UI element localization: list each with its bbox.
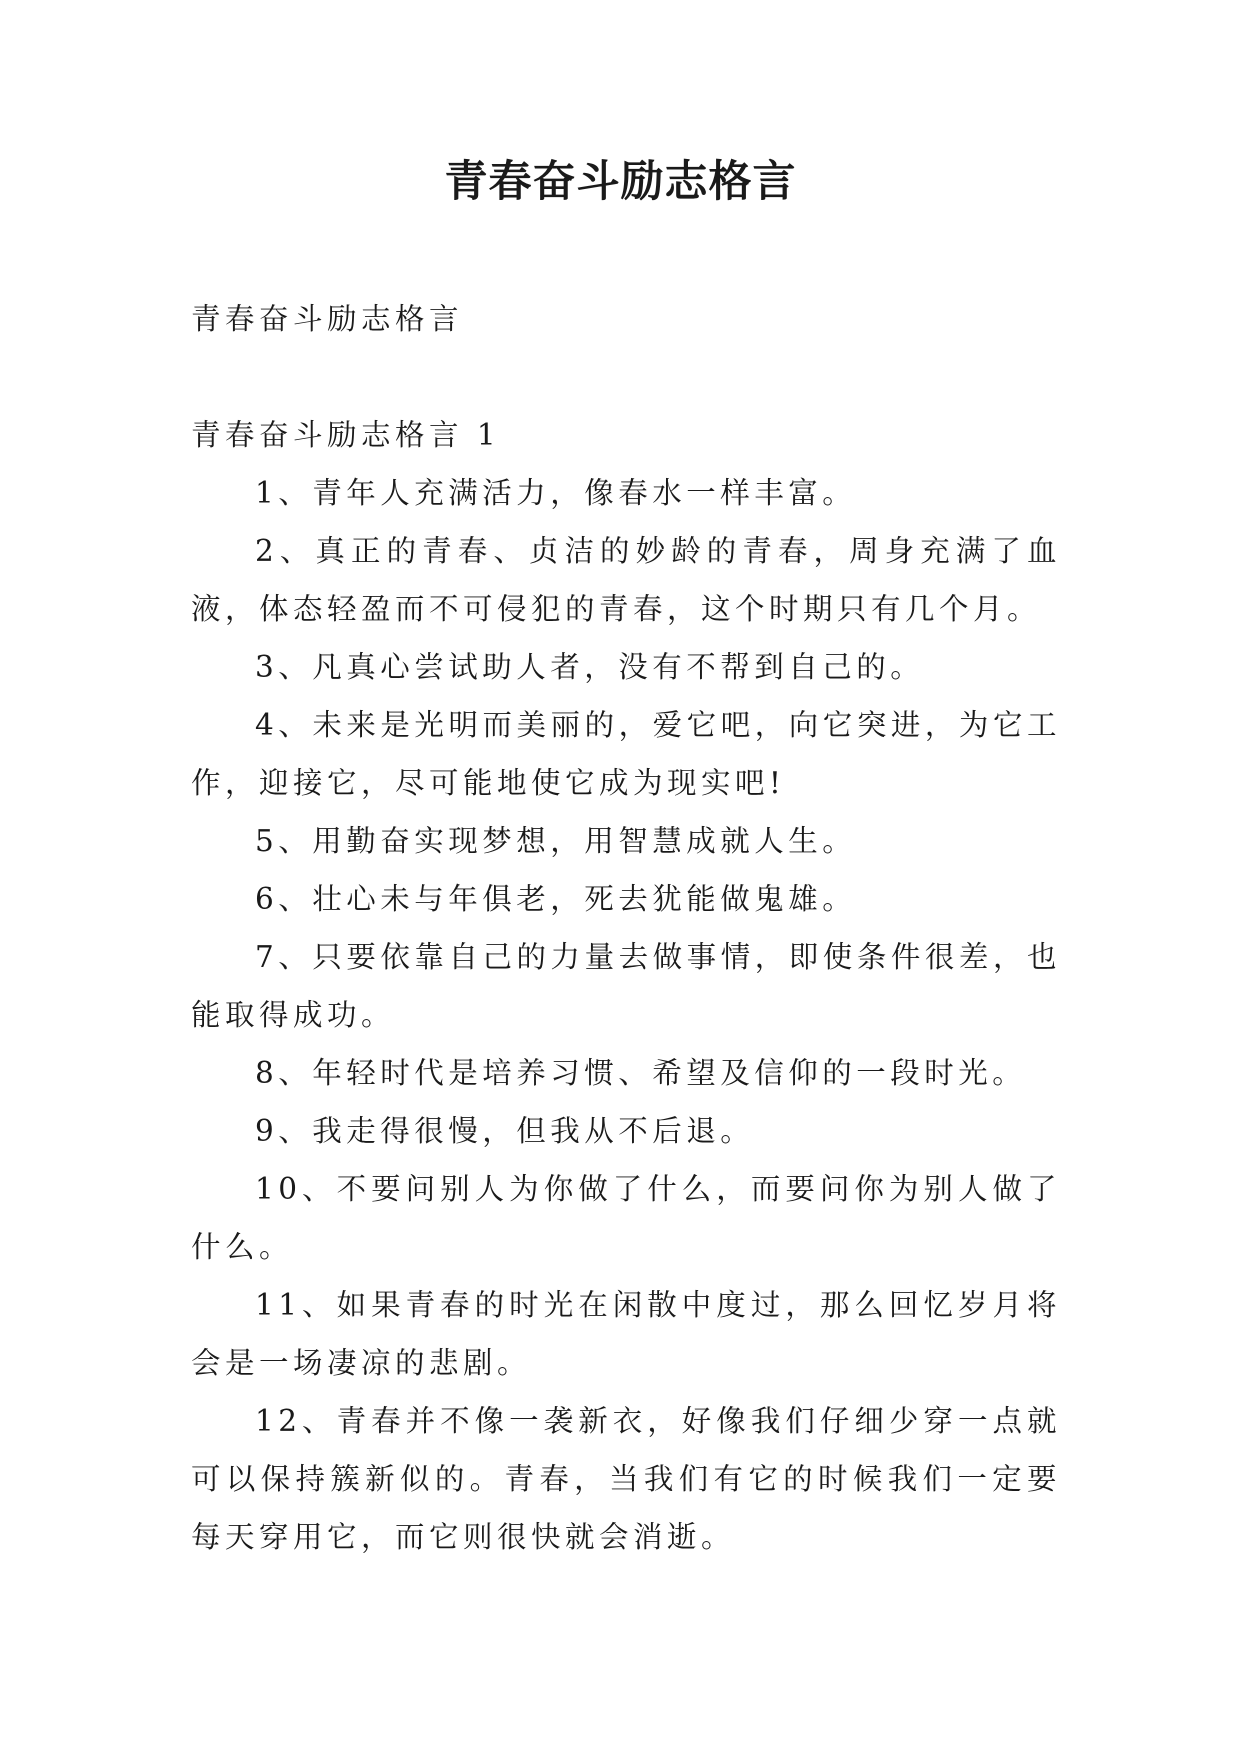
- quote-item-12: 12、青春并不像一袭新衣，好像我们仔细少穿一点就可以保持簇新似的。青春，当我们有它的时候我们一定要每天穿用它，而它则很快就会消逝。: [191, 1404, 1061, 1554]
- quote-item-4: 4、未来是光明而美丽的，爱它吧，向它突进，为它工作，迎接它，尽可能地使它成为现实吧!: [191, 708, 1061, 800]
- quote-item-8: 8、年轻时代是培养习惯、希望及信仰的一段时光。: [255, 1056, 1027, 1090]
- document-title: 青春奋斗励志格言: [444, 157, 797, 207]
- document-body: [191, 290, 1061, 1566]
- quote-item-5: 5、用勤奋实现梦想，用智慧成就人生。: [255, 824, 857, 858]
- document-subtitle: 青春奋斗励志格言: [191, 302, 464, 336]
- quote-item-9: 9、我走得很慢，但我从不后退。: [255, 1114, 755, 1148]
- quote-item-1: 1、青年人充满活力，像春水一样丰富。: [255, 476, 857, 510]
- quote-item-10: 10、不要问别人为你做了什么，而要问你为别人做了什么。: [191, 1172, 1061, 1264]
- section-heading: 青春奋斗励志格言 1: [191, 418, 501, 452]
- quote-item-6: 6、壮心未与年俱老，死去犹能做鬼雄。: [255, 882, 857, 916]
- quote-item-3: 3、凡真心尝试助人者，没有不帮到自己的。: [255, 650, 925, 684]
- quote-item-2: 2、真正的青春、贞洁的妙龄的青春，周身充满了血液，体态轻盈而不可侵犯的青春，这个时期只有几个月。: [191, 534, 1061, 626]
- quote-item-7: 7、只要依靠自己的力量去做事情，即使条件很差，也能取得成功。: [191, 940, 1061, 1032]
- quote-item-11: 11、如果青春的时光在闲散中度过，那么回忆岁月将会是一场凄凉的悲剧。: [191, 1288, 1061, 1380]
